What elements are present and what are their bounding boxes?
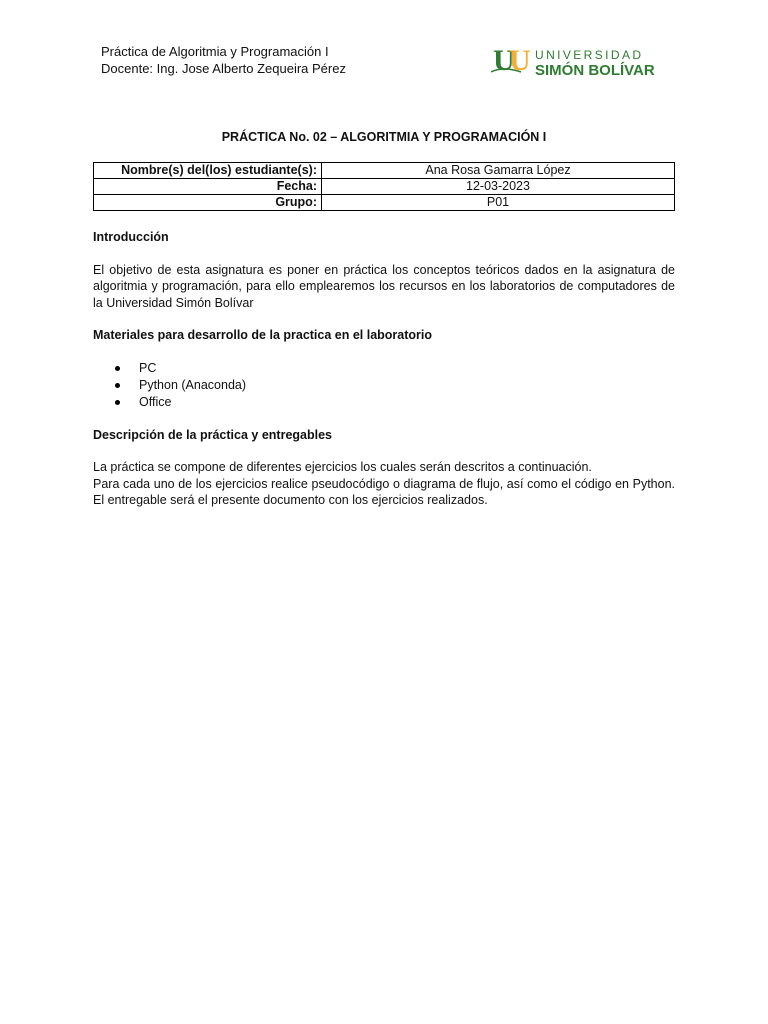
materials-heading: Materiales para desarrollo de la practica en el laboratorio [93, 328, 433, 342]
header-course: Práctica de Algoritmia y Programación I [101, 44, 329, 59]
bullet-icon [115, 383, 120, 388]
group-value: P01 [322, 195, 675, 211]
student-name-label: Nombre(s) del(los) estudiante(s): [94, 163, 322, 179]
header-teacher: Docente: Ing. Jose Alberto Zequeira Pérez [101, 61, 346, 76]
table-row [94, 163, 675, 179]
materials-list [93, 360, 675, 411]
date-value: 12-03-2023 [322, 179, 675, 195]
logo-monogram-accent: U [509, 46, 531, 77]
bullet-icon [115, 366, 120, 371]
material-item-label: Python (Anaconda) [139, 377, 247, 392]
material-item-label: Office [139, 394, 172, 409]
list-item [93, 394, 675, 411]
list-item [93, 360, 675, 377]
table-row [94, 195, 675, 211]
practice-title: PRÁCTICA No. 02 – ALGORITMIA Y PROGRAMACIÓN I [221, 130, 547, 144]
university-logo [491, 46, 661, 78]
table-row [94, 179, 675, 195]
group-label: Grupo: [94, 195, 322, 211]
material-item-label: PC [139, 360, 157, 375]
document-body [93, 229, 675, 509]
logo-line2: SIMÓN BOLÍVAR [535, 62, 655, 78]
logo-line1: UNIVERSIDAD [535, 48, 644, 62]
description-line2: Para cada uno de los ejercicios realice pseudocódigo o diagrama de flujo, así como el código en Python. El entregable será el presente documento con los ejercicios realizados. [93, 476, 675, 507]
list-item [93, 377, 675, 394]
intro-heading: Introducción [93, 230, 169, 244]
document-header [101, 43, 346, 77]
logo-monogram: U [493, 46, 515, 77]
student-name-value: Ana Rosa Gamarra López [322, 163, 675, 179]
intro-paragraph: El objetivo de esta asignatura es poner en práctica los conceptos teóricos dados en la asignatura de algoritmia y programación, para ello emplearemos los recursos en los laboratorios de computadores de la Universidad Simón Bolívar [93, 262, 675, 310]
description-heading: Descripción de la práctica y entregables [93, 427, 332, 442]
description-line1: La práctica se compone de diferentes ejercicios los cuales serán descritos a continuación. [93, 460, 592, 474]
date-label: Fecha: [94, 179, 322, 195]
student-info-table [93, 162, 675, 211]
bullet-icon [115, 400, 120, 405]
university-logo-graphic [491, 46, 661, 78]
